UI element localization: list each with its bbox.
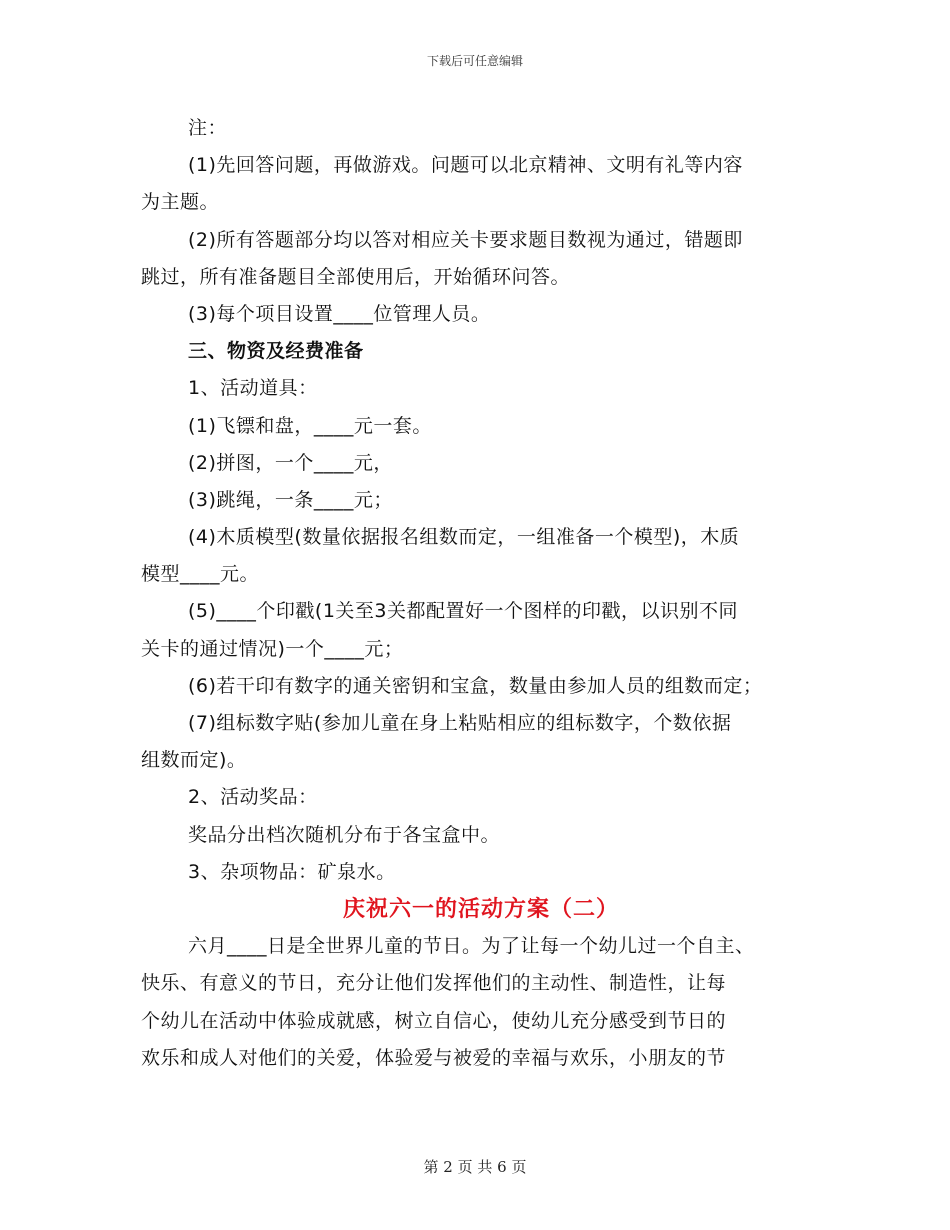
text-line: (6)若干印有数字的通关密钥和宝盒，数量由参加人员的组数而定；: [188, 674, 763, 697]
text-line: 关卡的通过情况)一个____元；: [141, 637, 404, 660]
text-line: 组数而定)。: [141, 749, 247, 772]
text-line: 3、杂项物品：矿泉水。: [188, 860, 396, 883]
text-line: (3)每个项目设置____位管理人员。: [188, 302, 491, 325]
text-line: 快乐、有意义的节日，充分让他们发挥他们的主动性、制造性，让每: [141, 972, 727, 995]
document-body: [141, 110, 821, 1077]
text-line: 奖品分出档次随机分布于各宝盒中。: [188, 823, 501, 846]
page-footer: 第 2 页 共 6 页: [423, 1158, 527, 1176]
section-heading: 三、物资及经费准备: [188, 340, 364, 363]
text-line: 2、活动奖品：: [188, 786, 318, 809]
text-line: (5)____个印戳(1关至3关都配置好一个图样的印戳，以识别不同: [188, 600, 739, 623]
text-line: (1)飞镖和盘，____元一套。: [188, 414, 432, 437]
text-line: (2)所有答题部分均以答对相应关卡要求题目数视为通过，错题即: [188, 228, 743, 251]
page-header: 下载后可任意编辑: [426, 54, 523, 68]
text-line: (3)跳绳，一条____元；: [188, 488, 393, 511]
text-line: (1)先回答问题，再做游戏。问题可以北京精神、文明有礼等内容: [188, 154, 743, 177]
text-line: 模型____元。: [141, 563, 260, 586]
text-line: 为主题。: [141, 191, 220, 214]
text-line: (7)组标数字贴(参加儿童在身上粘贴相应的组标数字，个数依据: [188, 712, 732, 734]
text-line: (2)拼图，一个____元，: [188, 451, 393, 474]
text-line: 六月____日是全世界儿童的节日。为了让每一个幼儿过一个自主、: [188, 935, 755, 958]
text-line: 跳过，所有准备题目全部使用后，开始循环问答。: [141, 265, 571, 288]
text-line: 个幼儿在活动中体验成就感，树立自信心，使幼儿充分感受到节日的: [141, 1009, 727, 1032]
text-line: 1、活动道具：: [188, 377, 318, 400]
text-line: 欢乐和成人对他们的关爱，体验爱与被爱的幸福与欢乐，小朋友的节: [141, 1046, 727, 1069]
text-line: (4)木质模型(数量依据报名组数而定，一组准备一个模型)，木质: [188, 526, 740, 549]
text-line: 注：: [188, 117, 228, 139]
section-title: 庆祝六一的活动方案（二）: [342, 896, 619, 922]
